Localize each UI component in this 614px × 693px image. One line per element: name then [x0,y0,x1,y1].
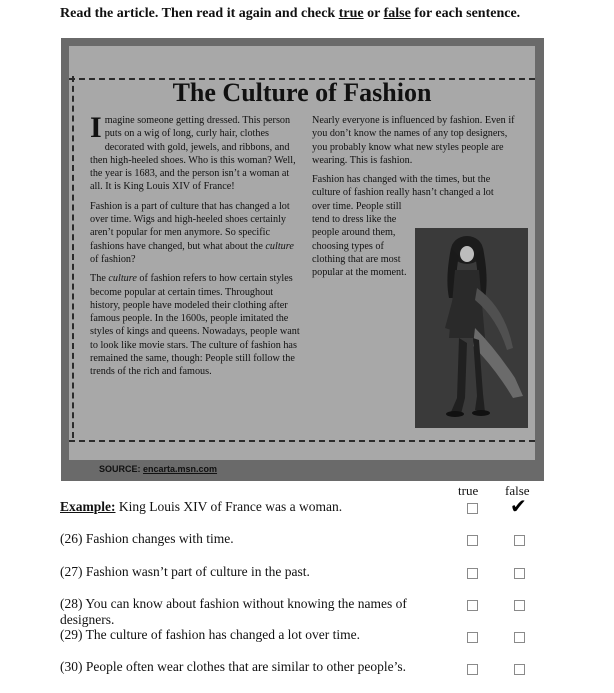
question-29 [60,627,440,643]
question-28-false-checkbox[interactable] [514,600,525,611]
instruction-false-word: false [383,6,411,21]
instruction-or: or [363,6,384,21]
question-27 [60,564,440,580]
question-number: (29) [60,627,83,642]
torn-edge-left [72,76,78,438]
instructions [60,6,520,22]
source-label: SOURCE: [99,464,144,474]
article-column-left [90,111,304,385]
instruction-text-2: for each sentence. [410,6,521,21]
question-text: The culture of fashion has changed a lot over time. [85,627,361,642]
question-30-false-checkbox[interactable] [514,664,525,675]
question-27-false-checkbox[interactable] [514,568,525,579]
left-paragraph-3-italic: culture [108,273,137,285]
question-26-true-checkbox[interactable] [467,535,478,546]
question-text: Fashion changes with time. [85,531,234,546]
article-title: The Culture of Fashion [172,78,432,107]
instruction-text-1: Read the article. Then read it again and check [60,6,339,21]
question-27-true-checkbox[interactable] [467,568,478,579]
left-paragraph-3a: The [90,273,109,285]
column-header-true: true [458,483,479,498]
question-text: You can know about fashion without knowing the names of designers. [60,596,407,627]
question-30 [60,659,440,675]
source-link: encarta.msn.com [143,464,218,474]
question-text: Fashion wasn’t part of culture in the past. [85,564,310,579]
article-paper [69,46,535,460]
left-paragraph-3b: of fashion refers to how certain styles become popular at certain times. Throughout history, people have modeled their clothing after famous people. In the 1600s, people imitated the styles of kings and queens. Nowadays, people want to look like movie stars. The culture of fashion has remained the same, though: People still follow the trends of the rich and famous. [90,273,300,378]
question-26-false-checkbox[interactable] [514,535,525,546]
question-30-true-checkbox[interactable] [467,664,478,675]
article-image [61,38,544,481]
question-29-false-checkbox[interactable] [514,632,525,643]
question-28-true-checkbox[interactable] [467,600,478,611]
question-26 [60,531,440,547]
left-paragraph-2-italic: culture [265,240,294,252]
source-credit [99,464,217,474]
left-paragraph-2a: Fashion is a part of culture that has changed a lot over time. Wigs and high-heeled shoes certainly aren’t popular for men anymore. So specific fashions have changed, but what about the [90,200,290,252]
right-paragraph-1: Nearly everyone is influenced by fashion. Even if you don’t know the names of any top designers, you probably know what new styles people are wearing. This is fashion. [312,115,515,166]
column-header-false: false [505,483,530,498]
example-true-checkbox[interactable] [467,503,478,514]
king-louis-portrait-image [415,228,528,428]
torn-edge-bottom [69,440,535,446]
question-text: People often wear clothes that are similar to other people’s. [85,659,407,674]
question-number: (26) [60,531,83,546]
left-paragraph-1: magine someone getting dressed. This person puts on a wig of long, curly hair, clothes decorated with gold, jewels, and ribbons, and then high-heeled shoes. Who is this woman? Well, the year is 1683, and the person isn’t a woman at all. It is King Louis XIV of France! [90,115,296,193]
example-text: King Louis XIV of France was a woman. [115,499,343,514]
example-label: Example: [60,499,116,514]
example-statement [60,499,440,515]
question-number: (27) [60,564,83,579]
right-paragraph-2b: over time. People still tend to dress like the people around them, choosing types of clothing that are most popular at the moment. [312,200,407,279]
question-number: (30) [60,659,83,674]
question-29-true-checkbox[interactable] [467,632,478,643]
right-paragraph-2a: Fashion has changed with the times, but the culture of fashion really hasn’t changed a lot [312,174,494,199]
question-28 [60,596,430,628]
question-number: (28) [60,596,83,611]
instruction-true-word: true [338,6,364,21]
drop-cap: I [90,111,102,144]
example-false-checkmark-icon[interactable]: ✔ [510,494,527,518]
left-paragraph-2b: of fashion? [90,253,136,265]
